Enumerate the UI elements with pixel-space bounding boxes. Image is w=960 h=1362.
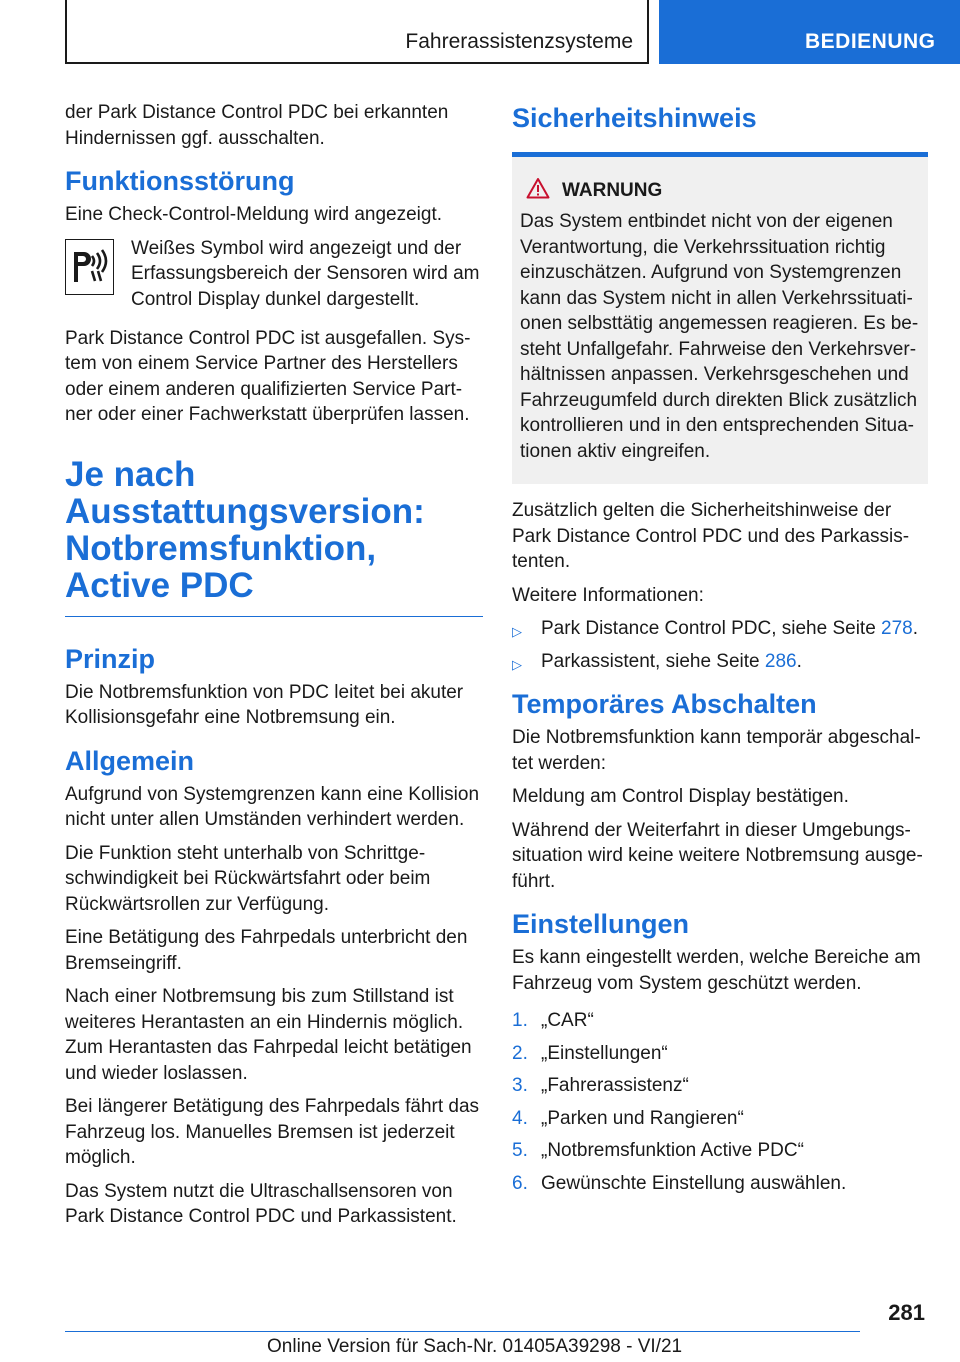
list-item: 1. „CAR“ (512, 1010, 594, 1031)
paragraph: Weitere Informationen: (512, 584, 704, 606)
page-link-286[interactable]: 286 (764, 650, 797, 672)
footer-divider (65, 1331, 860, 1332)
page-header (65, 0, 960, 64)
list-item: 5. „Notbremsfunktion Active PDC“ (512, 1140, 804, 1161)
left-column (65, 100, 483, 1238)
heading-temporaeres-abschalten: Temporäres Abschalten (512, 689, 817, 719)
heading-prinzip: Prinzip (65, 643, 156, 674)
list-item: ▷ Park Distance Control PDC, siehe Seite 278. (512, 616, 928, 642)
paragraph: Eine Check-Control-Meldung wird angezeigt. (65, 204, 443, 225)
paragraph: Bei längerer Betätigung des Fahrpedals fährt das Fahrzeug los. Manuelles Bremsen ist jederzeit möglich. (65, 1096, 480, 1168)
symbol-explanation (65, 236, 483, 314)
list-item: ▷ Parkassistent, siehe Seite 286. (512, 649, 928, 675)
chapter-tab (65, 0, 649, 64)
paragraph: Es kann eingestellt werden, welche Bereiche am Fahrzeug vom System geschützt werden. (512, 947, 921, 994)
section-tab (659, 0, 960, 64)
paragraph: Die Notbremsfunktion kann temporär abgeschaltet werden: (512, 727, 921, 774)
heading-einstellungen: Einstellungen (512, 909, 690, 939)
warning-box (512, 152, 928, 484)
page-link-278[interactable]: 278 (881, 618, 913, 639)
paragraph: Nach einer Notbremsung bis zum Stillstand ist weiteres Herantasten an ein Hindernis möglich. Zum Herantasten das Fahrpedal leicht betätigen und wieder loslassen. (65, 986, 472, 1084)
pdc-sensor-symbol-icon (65, 239, 114, 295)
list-item: 4. „Parken und Rangieren“ (512, 1107, 744, 1129)
reference-list (512, 616, 928, 674)
main-heading: Je nach Ausstattungsversion: Notbremsfunktion, Active PDC (65, 456, 483, 617)
right-column (512, 100, 928, 1204)
version-text: Online Version für Sach-Nr. 01405A39298 - VI/21 (267, 1336, 683, 1357)
list-item: 6. Gewünschte Einstellung auswählen. (512, 1172, 847, 1194)
intro-paragraph: der Park Distance Control PDC bei erkannten Hindernissen ggf. ausschalten. (65, 102, 449, 149)
triangle-bullet-icon: ▷ (512, 656, 522, 672)
warning-text: Das System entbindet nicht von der eigenen Verantwortung, die Verkehrssituation richtig einzuschätzen. Aufgrund von Systemgrenzen kann das System nicht in allen Verkehrssituationen selbsttätig angemessen reagieren. Es besteht Unfallgefahr. Fahrweise den Verkehrsverhältnissen anpassen. Verkehrsgeschehen und Fahrzeugumfeld durch direkten Blick zusätzlich kontrollieren und in den entsprechenden Situationen aktiv eingreifen. (520, 211, 919, 462)
paragraph: Während der Weiterfahrt in dieser Umgebungssituation wird keine weitere Notbremsung ausgeführt. (512, 819, 923, 892)
paragraph: Die Funktion steht unterhalb von Schrittgeschwindigkeit bei Rückwärtsfahrt oder beim Rückwärtsrollen zur Verfügung. (65, 842, 431, 915)
settings-steps-list (512, 1008, 928, 1196)
paragraph: Zusätzlich gelten die Sicherheitshinweise der Park Distance Control PDC und des Parkassistenten. (512, 500, 910, 572)
warning-header (520, 177, 920, 205)
section-title: BEDIENUNG (805, 30, 936, 53)
heading-allgemein: Allgemein (65, 745, 195, 776)
warning-title: WARNUNG (562, 180, 663, 201)
list-item: 3. „Fahrerassistenz“ (512, 1075, 689, 1096)
symbol-description: Weißes Symbol wird angezeigt und der Erfassungsbereich der Sensoren wird am Control Display dunkel dargestellt. (131, 237, 480, 310)
list-item: 2. „Einstellungen“ (512, 1042, 668, 1064)
heading-funktionsstoerung: Funktionsstörung (65, 166, 295, 196)
heading-sicherheitshinweis: Sicherheitshinweis (512, 103, 757, 133)
paragraph: Park Distance Control PDC ist ausgefallen. System von einem Service Partner des Herstellers oder einem anderen qualifizierten Service Partner oder einer Fachwerkstatt überprüfen lassen. (65, 327, 471, 425)
paragraph: Aufgrund von Systemgrenzen kann eine Kollision nicht unter allen Umständen verhindert werden. (65, 783, 480, 830)
triangle-bullet-icon: ▷ (512, 624, 522, 639)
chapter-title: Fahrerassistenzsysteme (405, 30, 633, 53)
page-number: 281 (888, 1300, 925, 1325)
warning-triangle-icon (520, 177, 562, 205)
paragraph: Eine Betätigung des Fahrpedals unterbricht den Bremseingriff. (65, 927, 468, 974)
paragraph: Das System nutzt die Ultraschallsensoren von Park Distance Control PDC und Parkassistent. (65, 1180, 457, 1227)
paragraph: Die Notbremsfunktion von PDC leitet bei akuter Kollisionsgefahr eine Notbremsung ein. (65, 681, 464, 728)
paragraph: Meldung am Control Display bestätigen. (512, 786, 849, 807)
